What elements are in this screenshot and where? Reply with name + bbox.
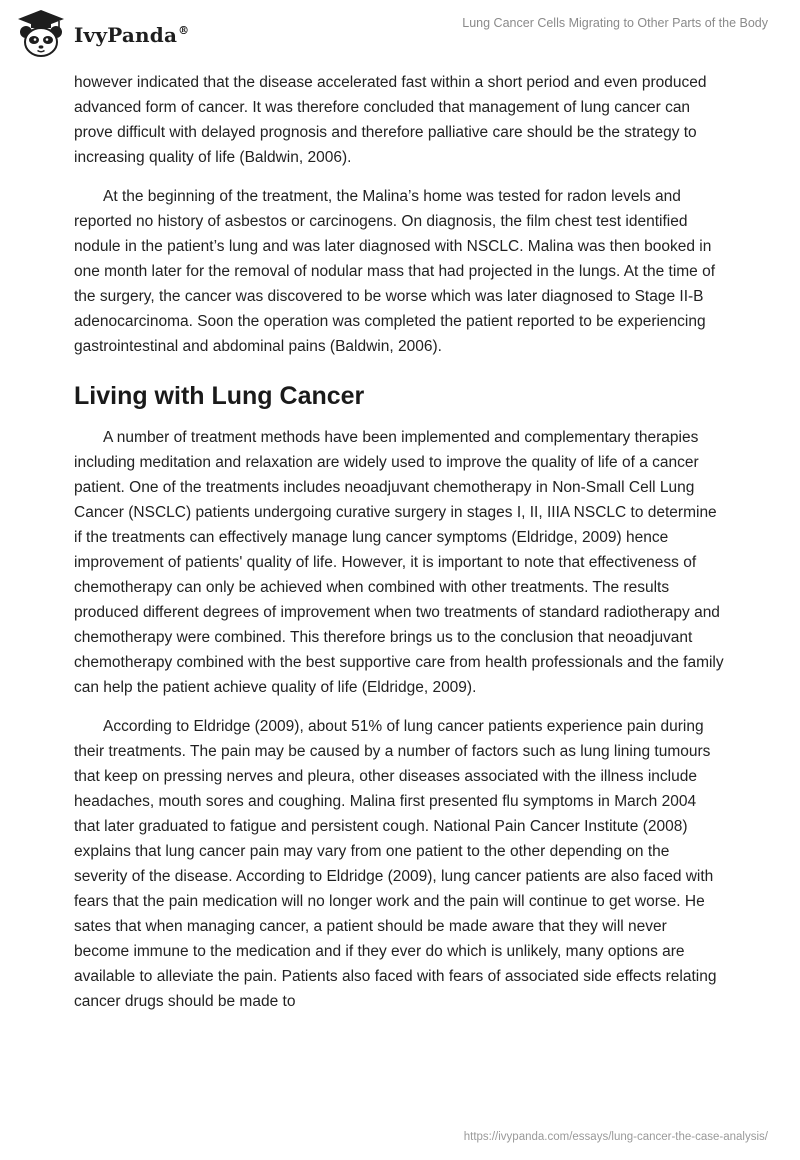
paragraph: however indicated that the disease accelerated fast within a short period and even produced advanced form of cancer. It was therefore concluded that management of lung cancer can prove difficult with delayed prognosis and therefore palliative care should be the strategy to increasing quality of life (Baldwin, 2006). [74, 74, 707, 166]
paragraph: A number of treatment methods have been implemented and complementary therapies including meditation and relaxation are widely used to improve the quality of life of a cancer patient. One of the treatments includes neoadjuvant chemotherapy in Non-Small Cell Lung Cancer (NSCLC) patients undergoing curative surgery in stages I, II, IIIA NSCLC to determine if the treatments can effectively manage lung cancer symptoms (Eldridge, 2009) hence improvement of patients' quality of life. However, it is important to note that effectiveness of chemotherapy can only be achieved when combined with other treatments. The results produced different degrees of improvement when two treatments of standard radiotherapy and chemotherapy were combined. This therefore brings us to the conclusion that neoadjuvant chemotherapy combined with the best supportive care from health professionals and the family can help the patient achieve quality of life (Eldridge, 2009). [74, 429, 724, 696]
page-header [0, 0, 800, 70]
source-url[interactable]: https://ivypanda.com/essays/lung-cancer-the-case-analysis/ [463, 1131, 768, 1143]
section-heading: Living with Lung Cancer [74, 382, 365, 410]
panda-graduate-icon [14, 8, 68, 60]
document-title: Lung Cancer Cells Migrating to Other Parts of the Body [462, 16, 768, 30]
article-body [74, 70, 726, 1028]
paragraph: At the beginning of the treatment, the Malina’s home was tested for radon levels and reported no history of asbestos or carcinogens. On diagnosis, the film chest test identified nodule in the patient’s lung and was later diagnosed with NSCLC. Malina was then booked in one month later for the removal of nodular mass that had projected in the lungs. At the time of the surgery, the cancer was discovered to be worse which was later diagnosed to Stage II-B adenocarcinoma. Soon the operation was completed the patient reported to be experiencing gastrointestinal and abdominal pains (Baldwin, 2006). [74, 188, 716, 355]
paragraph: According to Eldridge (2009), about 51% of lung cancer patients experience pain during their treatments. The pain may be caused by a number of factors such as lung lining tumours that keep on pressing nerves and pleura, other diseases associated with the illness include headaches, mouth sores and coughing. Malina first presented flu symptoms in March 2004 that later graduated to fatigue and persistent cough. National Pain Cancer Institute (2008) explains that lung cancer pain may vary from one patient to the other depending on the severity of the disease. According to Eldridge (2009), lung cancer patients are also faced with fears that the pain medication will no longer work and the pain will continue to get worse. He sates that when managing cancer, a patient should be made aware that they will never become immune to the medication and if they ever do which is unlikely, many options are available to alleviate the pain. Patients also faced with fears of associated side effects relating cancer drugs should be made to [74, 718, 717, 1010]
brand-logo[interactable] [14, 8, 189, 60]
brand-name: IvyPanda® [74, 23, 190, 47]
